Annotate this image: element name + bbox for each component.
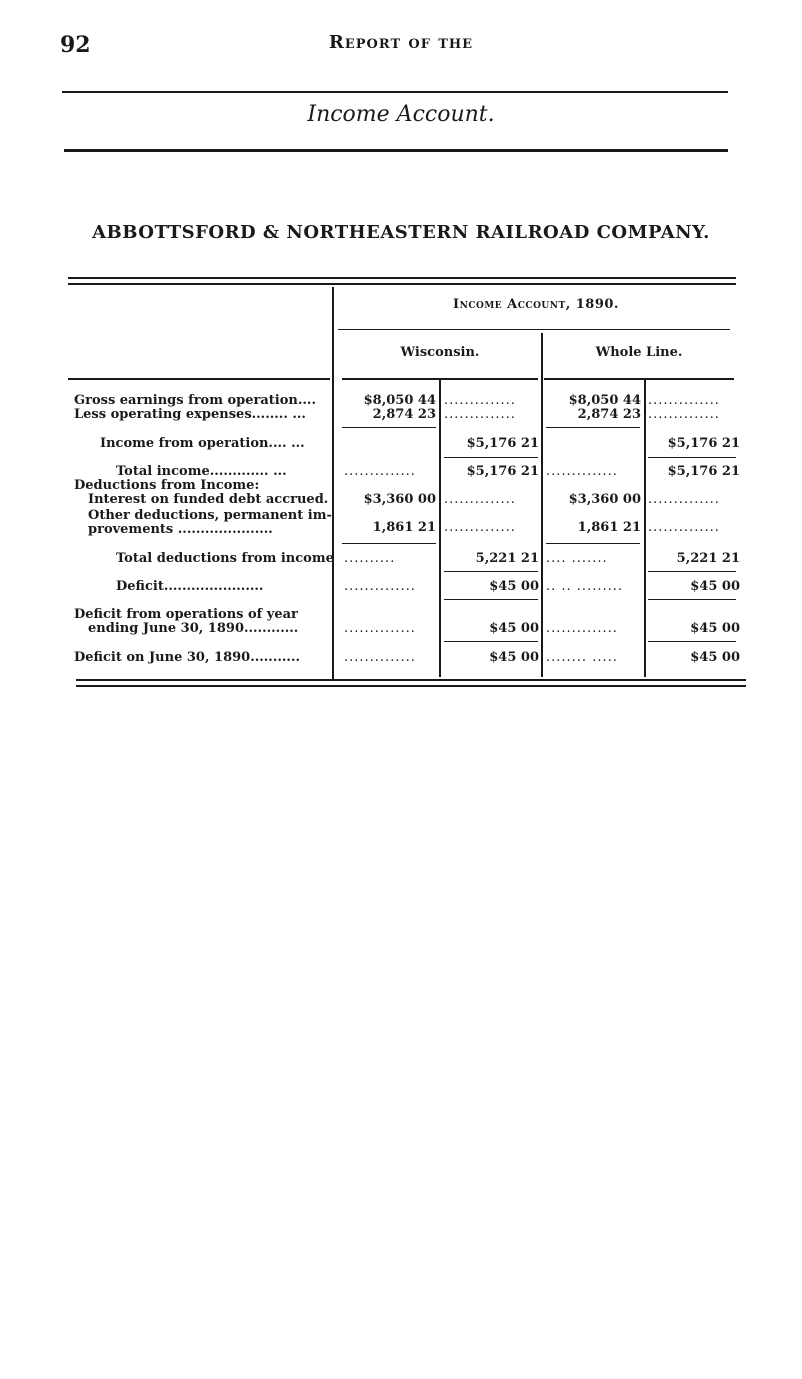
row-total-ded-wisc-leader: .......... bbox=[344, 552, 396, 566]
row-deficit-june-wisc-leader: .............. bbox=[344, 651, 416, 665]
row-interest-label: Interest on funded debt accrued. bbox=[88, 492, 329, 507]
row-gross-wisc-leader: .............. bbox=[444, 394, 516, 408]
top-rule bbox=[62, 91, 728, 93]
row-interest-wisc-leader: .............. bbox=[444, 493, 516, 507]
row-deficit-whole-leader: .. .. ......... bbox=[546, 580, 623, 594]
row-gross-whole: $8,050 44 bbox=[568, 393, 641, 408]
row-income-op-whole: $5,176 21 bbox=[667, 436, 740, 451]
row-deficit-june-whole: $45 00 bbox=[690, 650, 740, 665]
stub-vline bbox=[332, 287, 334, 679]
row-total-income-wisc: $5,176 21 bbox=[466, 464, 539, 479]
row-income-op-wisc: $5,176 21 bbox=[466, 436, 539, 451]
row-total-income-label: Total income............. ... bbox=[116, 464, 287, 479]
whole-ded-total-rule bbox=[648, 571, 736, 572]
row-deficit-label: Deficit...................... bbox=[116, 579, 264, 594]
row-total-deductions-label: Total deductions from income bbox=[116, 551, 334, 566]
row-less-wisc-leader: .............. bbox=[444, 408, 516, 422]
wisc-inner-vline bbox=[439, 380, 441, 677]
table-bottom-rule bbox=[76, 679, 746, 681]
row-income-op-label: Income from operation.... ... bbox=[100, 436, 305, 451]
table-top-rule-2 bbox=[68, 283, 736, 285]
row-deficit-ops-wisc-leader: .............. bbox=[344, 622, 416, 636]
section-title: Income Account. bbox=[307, 102, 495, 127]
row-deficit-ops-label-line1: Deficit from operations of year bbox=[74, 607, 298, 622]
row-deficit-june-whole-leader: ........ ..... bbox=[546, 651, 618, 665]
row-total-ded-whole: 5,221 21 bbox=[676, 551, 740, 566]
row-total-ded-wisc: 5,221 21 bbox=[475, 551, 539, 566]
row-deficit-ops-label-line2: ending June 30, 1890............ bbox=[88, 621, 299, 636]
wisc-deficit-ops-rule bbox=[444, 641, 538, 642]
row-other-whole: 1,861 21 bbox=[577, 520, 641, 535]
row-total-income-wisc-leader: .............. bbox=[344, 465, 416, 479]
running-head: Report of the bbox=[328, 32, 474, 53]
row-deficit-ops-whole-leader: .............. bbox=[546, 622, 618, 636]
row-deficit-wisc: $45 00 bbox=[489, 579, 539, 594]
row-interest-whole: $3,360 00 bbox=[568, 492, 641, 507]
header-divider bbox=[338, 329, 730, 330]
row-other-wisc-leader: .............. bbox=[444, 521, 516, 535]
row-deductions-heading: Deductions from Income: bbox=[74, 478, 260, 493]
row-deficit-june-label: Deficit on June 30, 1890........... bbox=[74, 650, 300, 665]
row-less-wisc: 2,874 23 bbox=[372, 407, 436, 422]
whole-subtotal-rule bbox=[546, 427, 640, 428]
wisc-subtotal-rule bbox=[342, 427, 436, 428]
row-deficit-whole: $45 00 bbox=[690, 579, 740, 594]
wisc-deductions-rule bbox=[342, 543, 436, 544]
row-deficit-wisc-leader: .............. bbox=[344, 580, 416, 594]
row-interest-whole-leader: .............. bbox=[648, 493, 720, 507]
table-top-rule bbox=[68, 277, 736, 279]
wisc-ded-total-rule bbox=[444, 571, 538, 572]
row-other-label-line2: provements ..................... bbox=[88, 522, 273, 537]
table-bottom-rule-2 bbox=[76, 685, 746, 687]
whole-deductions-rule bbox=[546, 543, 640, 544]
income-account-header: Income Account, 1890. bbox=[453, 297, 619, 312]
row-gross-whole-leader: .............. bbox=[648, 394, 720, 408]
row-other-label-line1: Other deductions, permanent im- bbox=[88, 508, 332, 523]
row-deficit-ops-wisc: $45 00 bbox=[489, 621, 539, 636]
company-title: ABBOTTSFORD & NORTHEASTERN RAILROAD COMPANY. bbox=[92, 222, 710, 243]
income-account-table bbox=[68, 277, 748, 689]
row-interest-wisc: $3,360 00 bbox=[363, 492, 436, 507]
row-gross-wisc: $8,050 44 bbox=[363, 393, 436, 408]
row-other-wisc: 1,861 21 bbox=[372, 520, 436, 535]
row-deficit-june-wisc: $45 00 bbox=[489, 650, 539, 665]
stub-header-rule bbox=[68, 378, 330, 380]
row-gross-label: Gross earnings from operation.... bbox=[74, 393, 316, 408]
row-less-whole: 2,874 23 bbox=[577, 407, 641, 422]
whole-header-rule bbox=[544, 378, 734, 380]
row-less-label: Less operating expenses........ ... bbox=[74, 407, 306, 422]
col-header-whole-line: Whole Line. bbox=[595, 345, 683, 360]
whole-deficit-ops-rule bbox=[648, 641, 736, 642]
row-deficit-ops-whole: $45 00 bbox=[690, 621, 740, 636]
whole-inner-vline bbox=[644, 380, 646, 677]
mid-vline bbox=[541, 333, 543, 677]
wisc-deficit-rule bbox=[444, 599, 538, 600]
col-header-wisconsin: Wisconsin. bbox=[400, 345, 480, 360]
row-other-whole-leader: .............. bbox=[648, 521, 720, 535]
row-total-income-whole-leader: .............. bbox=[546, 465, 618, 479]
page-number: 92 bbox=[60, 32, 91, 58]
row-total-ded-whole-leader: .... ....... bbox=[546, 552, 608, 566]
wisc-income-rule bbox=[444, 457, 538, 458]
whole-income-rule bbox=[648, 457, 736, 458]
section-rule bbox=[64, 149, 728, 152]
row-total-income-whole: $5,176 21 bbox=[667, 464, 740, 479]
whole-deficit-rule bbox=[648, 599, 736, 600]
row-less-whole-leader: .............. bbox=[648, 408, 720, 422]
